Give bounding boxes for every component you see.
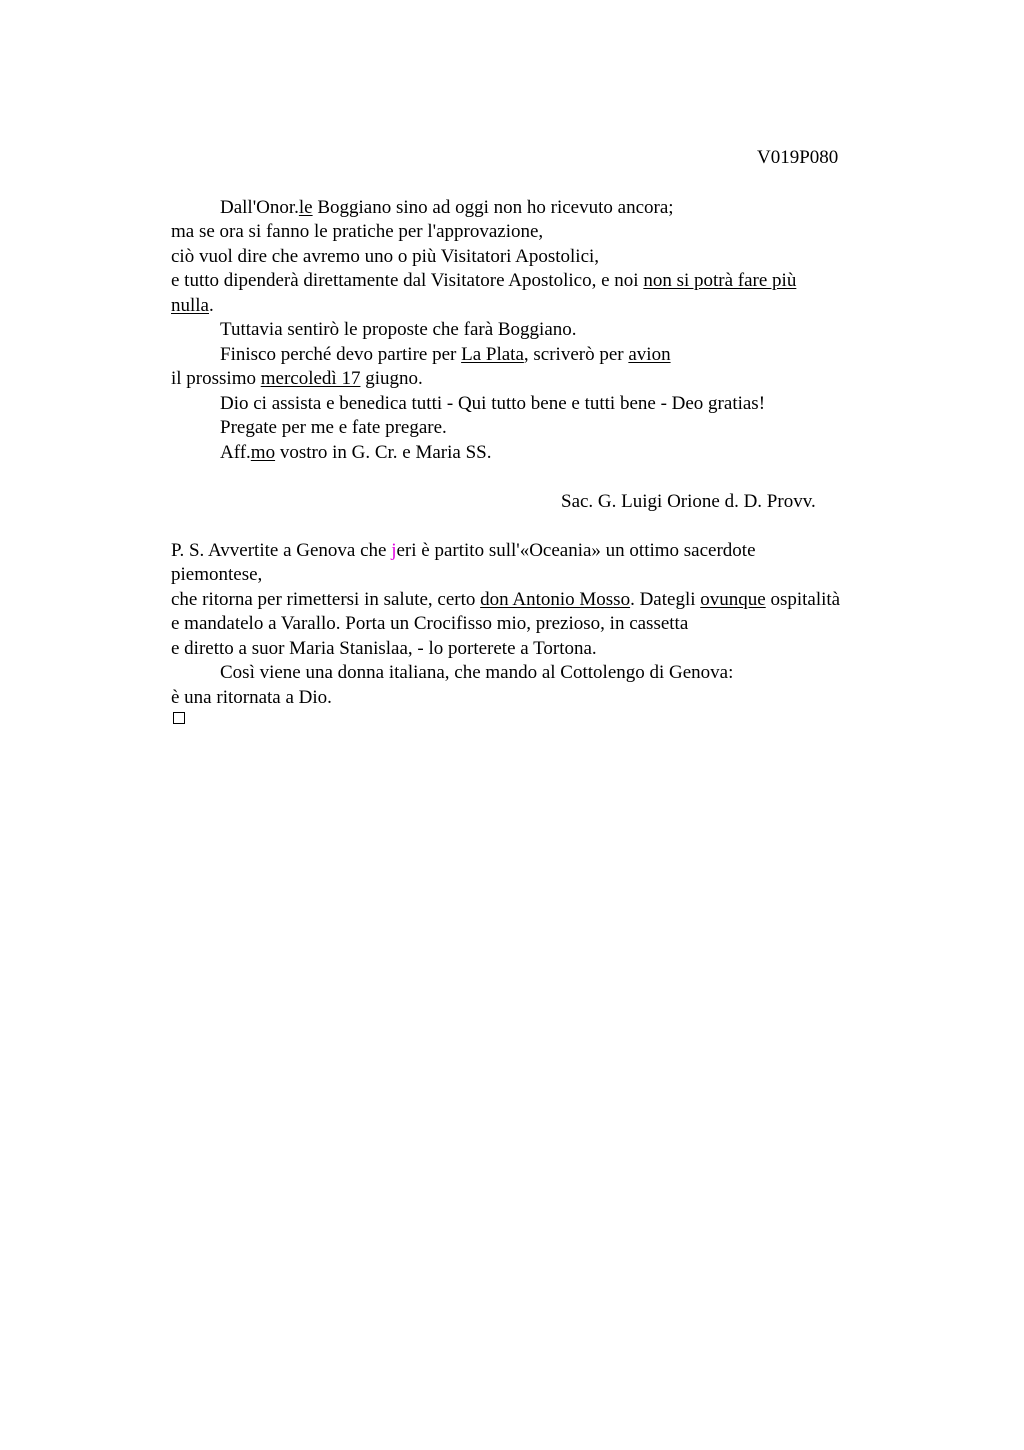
letter-line-8 (171, 367, 423, 391)
text-span: vostro in G. Cr. e Maria SS. (275, 442, 492, 463)
text-span: . (209, 295, 214, 316)
postscript-line-5: e diretto a suor Maria Stanislaa, - lo porterete a Tortona. (171, 638, 597, 659)
postscript-line-7: è una ritornata a Dio. (171, 687, 332, 708)
underlined-text: nulla (171, 295, 209, 316)
letter-line-2: ma se ora si fanno le pratiche per l'approvazione, (171, 221, 544, 242)
postscript-line-6: Così viene una donna italiana, che mando al Cottolengo di Genova: (220, 662, 734, 683)
letter-line-3: ciò vuol dire che avremo uno o più Visitatori Apostolici, (171, 246, 600, 267)
empty-box-icon (173, 712, 185, 724)
text-span: ospitalità (765, 589, 841, 610)
document-code: V019P080 (757, 147, 839, 168)
text-span: Boggiano sino ad oggi non ho ricevuto ancora; (312, 197, 674, 218)
text-span: che ritorna per rimettersi in salute, certo (171, 589, 481, 610)
underlined-text: ovunque (700, 589, 766, 610)
text-span: e tutto dipenderà direttamente dal Visitatore Apostolico, e noi (171, 270, 644, 291)
text-span: eri è partito sull'«Oceania» un ottimo sacerdote (396, 540, 756, 561)
text-span: Dall'Onor. (220, 197, 299, 218)
signature: Sac. G. Luigi Orione d. D. Provv. (561, 491, 816, 512)
postscript-line-1 (171, 539, 756, 563)
text-span: P. S. Avvertite a Genova che (171, 540, 392, 561)
postscript-line-3 (171, 588, 840, 612)
underlined-text: avion (628, 344, 671, 365)
underlined-text: don Antonio Mosso (480, 589, 631, 610)
letter-line-11 (220, 441, 491, 465)
letter-line-5 (171, 294, 214, 318)
letter-line-6: Tuttavia sentirò le proposte che farà Boggiano. (220, 319, 577, 340)
underlined-text: mercoledì 17 (260, 368, 361, 389)
text-span: il prossimo (171, 368, 261, 389)
letter-line-4 (171, 269, 796, 293)
highlighted-letter: j (391, 540, 397, 561)
letter-line-10: Pregate per me e fate pregare. (220, 417, 447, 438)
underlined-text: La Plata (461, 344, 524, 365)
text-span: giugno. (360, 368, 423, 389)
text-span: , scriverò per (523, 344, 629, 365)
letter-line-7 (220, 343, 671, 367)
postscript-line-2: piemontese, (171, 564, 263, 585)
text-span: Aff. (220, 442, 251, 463)
underlined-text: mo (250, 442, 276, 463)
postscript-line-4: e mandatelo a Varallo. Porta un Crocifisso mio, prezioso, in cassetta (171, 613, 689, 634)
text-span: Finisco perché devo partire per (220, 344, 462, 365)
underlined-text: non si potrà fare più (643, 270, 797, 291)
letter-line-9: Dio ci assista e benedica tutti - Qui tutto bene e tutti bene - Deo gratias! (220, 393, 766, 414)
letter-line-1 (220, 196, 674, 220)
text-span: . Dategli (630, 589, 701, 610)
underlined-text: le (298, 197, 313, 218)
